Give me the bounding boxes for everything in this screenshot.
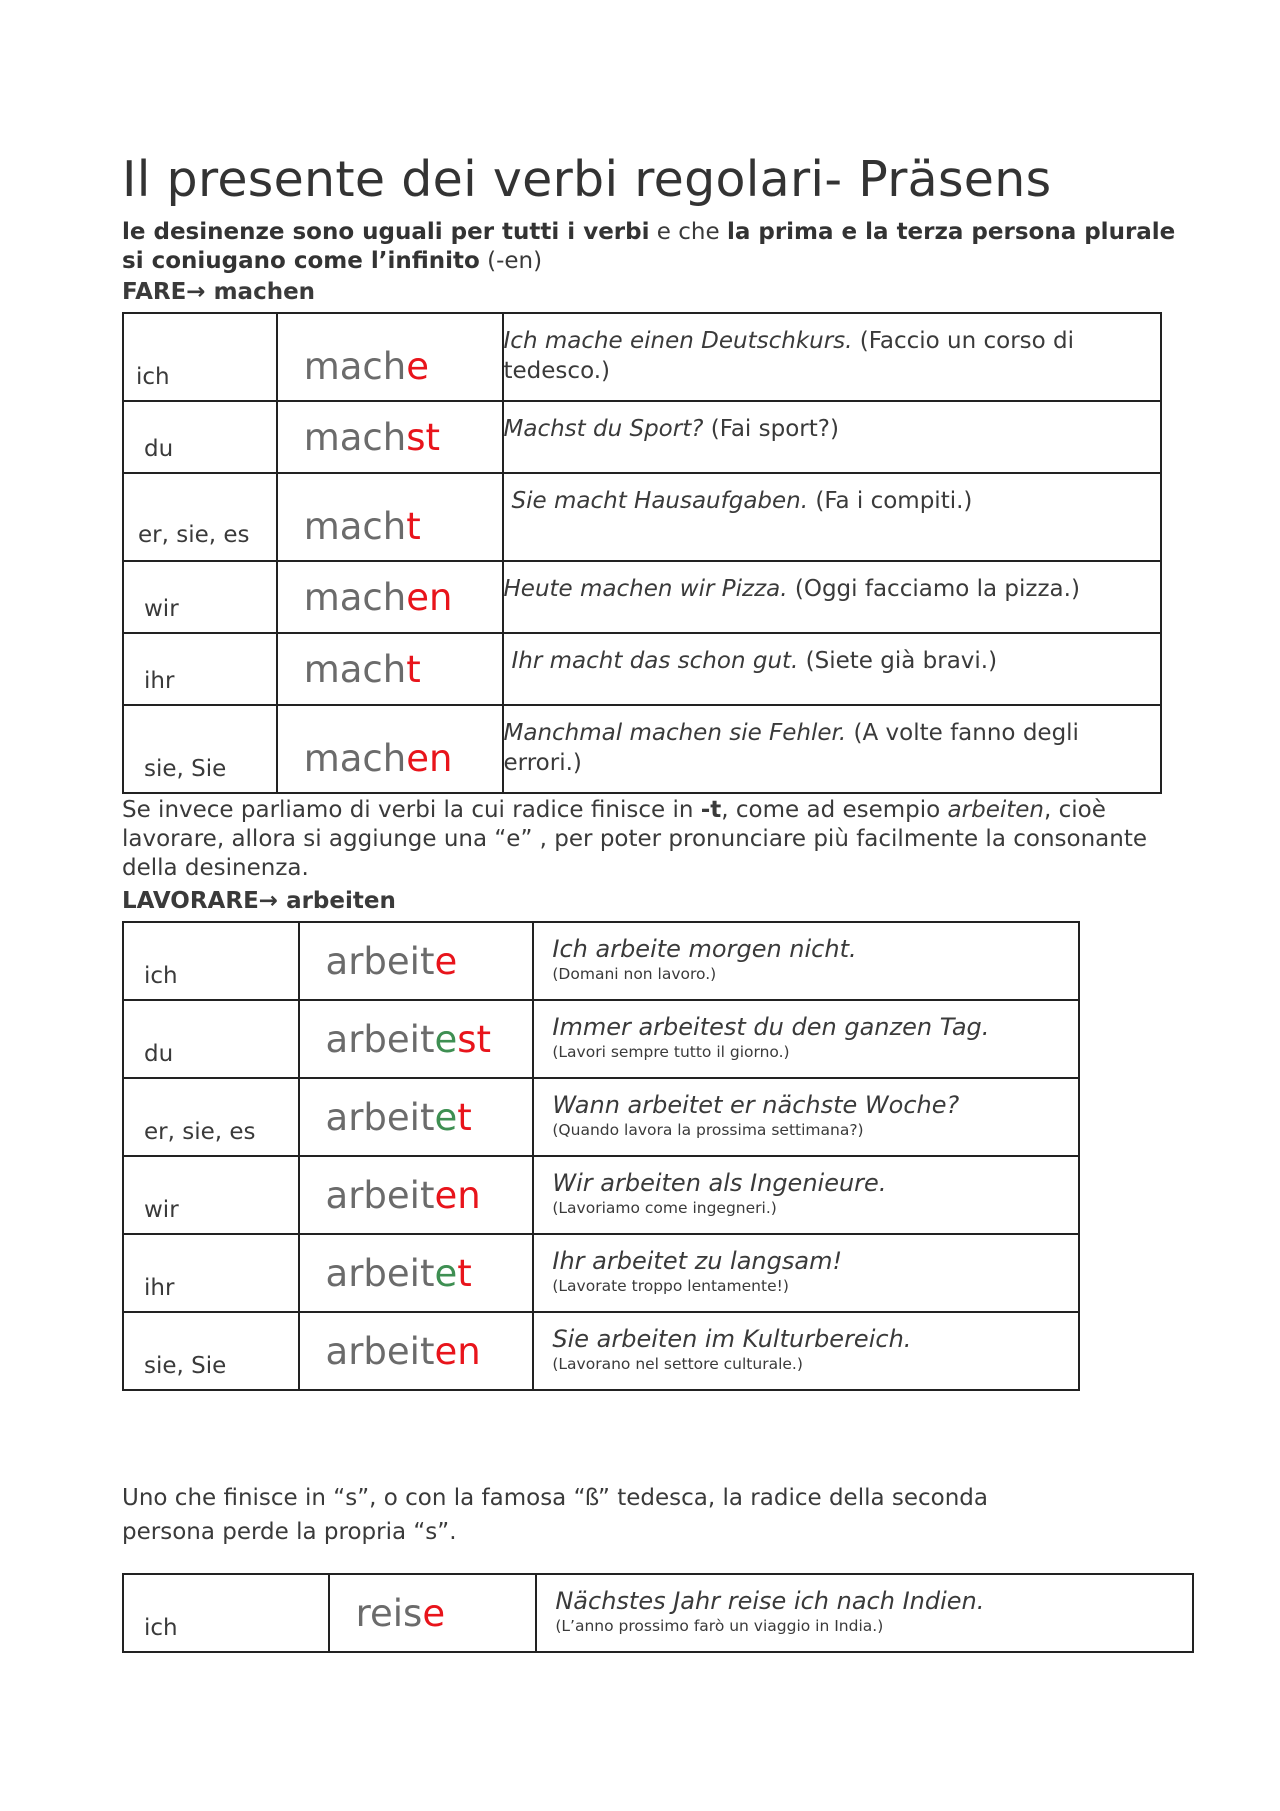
verb-form-cell [329, 1574, 537, 1652]
pronoun-cell: sie, Sie [123, 705, 277, 793]
arrow-right-icon: → [258, 888, 279, 914]
conjugation-row [123, 561, 1161, 633]
example-italian: (Siete già bravi.) [798, 648, 998, 674]
example-cell [533, 1156, 1079, 1234]
conjugation-row [123, 705, 1161, 793]
conjugation-row [123, 1156, 1079, 1234]
verb-ending: st [457, 1017, 492, 1061]
example-cell [533, 1312, 1079, 1390]
verb-form-cell [277, 313, 503, 401]
para1-part-b: -t [700, 797, 722, 823]
verb-stem: arbeit [325, 1017, 435, 1061]
pronoun-cell: du [123, 1000, 299, 1078]
verb-form-cell [299, 1156, 534, 1234]
s-ending-explanation: Uno che finisce in “s”, o con la famosa “ß” tedesca, la radice della seconda persona perde la propria “s”. [122, 1485, 989, 1545]
verb-form-cell [299, 1000, 534, 1078]
example-cell [503, 473, 1161, 561]
verb-form-cell [277, 633, 503, 705]
pronoun-cell: wir [123, 1156, 299, 1234]
example-german: Wann arbeitet er nächste Woche? [552, 1091, 960, 1119]
verb-form-cell [277, 561, 503, 633]
verb-connecting-vowel: e [434, 1095, 458, 1139]
para1-part-d: arbeiten [947, 797, 1044, 823]
verb-ending: t [457, 1095, 472, 1139]
verb-ending: en [406, 736, 453, 780]
pronoun-cell: er, sie, es [123, 1078, 299, 1156]
pronoun-cell: ich [123, 1574, 329, 1652]
example-italian: (A volte fanno degli errori.) [503, 720, 1079, 776]
verb-ending: t [406, 647, 421, 691]
verb-form-cell [299, 1078, 534, 1156]
example-german: Ich mache einen Deutschkurs. [503, 328, 853, 354]
pronoun-cell: du [123, 401, 277, 473]
document-page [122, 150, 1182, 1653]
conjugation-row [123, 473, 1161, 561]
verb-form-cell [299, 1312, 534, 1390]
machen-conjugation-table [122, 312, 1162, 794]
pronoun-cell: ich [123, 313, 277, 401]
verb-ending: st [406, 415, 440, 459]
section2-heading [122, 887, 1182, 915]
example-italian: (Lavoriamo come ingegneri.) [552, 1199, 777, 1217]
intro-bold-1: le desinenze sono uguali per tutti i verbi [122, 219, 650, 245]
para1-part-e: , cioè lavorare, allora si aggiunge una “e” , per poter pronunciare più facilmente la consonante della desinenza. [122, 797, 1147, 881]
example-cell [533, 922, 1079, 1000]
section2-heading-de: arbeiten [278, 888, 396, 914]
example-german: Wir arbeiten als Ingenieure. [552, 1169, 887, 1197]
verb-ending: en [434, 1173, 481, 1217]
example-italian: (L’anno prossimo farò un viaggio in India.) [555, 1617, 884, 1635]
verb-ending: e [422, 1591, 446, 1635]
example-cell [533, 1000, 1079, 1078]
reisen-conjugation-table [122, 1573, 1194, 1653]
verb-stem: mach [303, 575, 407, 619]
conjugation-row [123, 1078, 1079, 1156]
verb-ending: en [406, 575, 453, 619]
example-italian: (Lavorano nel settore culturale.) [552, 1355, 803, 1373]
verb-connecting-vowel: e [434, 1017, 458, 1061]
arbeiten-explanation [122, 796, 1182, 883]
example-italian: (Quando lavora la prossima settimana?) [552, 1121, 864, 1139]
pronoun-cell: ich [123, 922, 299, 1000]
example-german: Immer arbeitest du den ganzen Tag. [552, 1013, 990, 1041]
pronoun-cell: wir [123, 561, 277, 633]
verb-stem: arbeit [325, 1251, 435, 1295]
verb-stem: arbeit [325, 1329, 435, 1373]
arrow-right-icon: → [186, 279, 206, 305]
example-german: Nächstes Jahr reise ich nach Indien. [555, 1587, 985, 1615]
example-german: Sie arbeiten im Kulturbereich. [552, 1325, 912, 1353]
conjugation-row [123, 401, 1161, 473]
example-german: Heute machen wir Pizza. [503, 576, 788, 602]
intro-text [122, 218, 1182, 276]
verb-stem: mach [303, 504, 407, 548]
example-german: Ihr arbeitet zu langsam! [552, 1247, 843, 1275]
verb-ending: t [457, 1251, 472, 1295]
verb-form-cell [277, 473, 503, 561]
example-german: Ich arbeite morgen nicht. [552, 935, 857, 963]
intro-normal-2: (-en) [479, 248, 543, 274]
example-cell [533, 1234, 1079, 1312]
page-title: Il presente dei verbi regolari- Präsens [122, 151, 1052, 208]
pronoun-cell: ihr [123, 633, 277, 705]
verb-stem: mach [303, 736, 407, 780]
arbeiten-conjugation-table [122, 921, 1080, 1391]
example-german: Machst du Sport? [503, 416, 704, 442]
example-german: Manchmal machen sie Fehler. [503, 720, 847, 746]
verb-connecting-vowel: e [434, 1251, 458, 1295]
pronoun-cell: sie, Sie [123, 1312, 299, 1390]
intro-bold-2: la prima e la terza persona plurale si coniugano come l’infinito [122, 219, 1176, 274]
pronoun-cell: ihr [123, 1234, 299, 1312]
conjugation-row [123, 1312, 1079, 1390]
verb-form-cell [277, 401, 503, 473]
conjugation-row [123, 1234, 1079, 1312]
conjugation-row [123, 633, 1161, 705]
verb-form-cell [277, 705, 503, 793]
conjugation-row [123, 1574, 1193, 1652]
verb-stem: arbeit [325, 1095, 435, 1139]
example-italian: (Oggi facciamo la pizza.) [787, 576, 1080, 602]
verb-ending: e [434, 939, 458, 983]
conjugation-row [123, 922, 1079, 1000]
para1-part-a: Se invece parliamo di verbi la cui radice finisce in [122, 797, 701, 823]
example-italian: (Domani non lavoro.) [552, 965, 717, 983]
section1-heading [122, 278, 1182, 306]
section1-heading-de: machen [205, 279, 316, 305]
example-italian: (Fai sport?) [703, 416, 839, 442]
example-italian: (Fa i compiti.) [808, 488, 973, 514]
example-cell [503, 633, 1161, 705]
para1-part-c: , come ad esempio [721, 797, 948, 823]
verb-ending: t [406, 504, 421, 548]
section1-heading-it: FARE [122, 279, 187, 305]
example-cell [503, 561, 1161, 633]
example-cell [503, 401, 1161, 473]
conjugation-row [123, 313, 1161, 401]
verb-form-cell [299, 1234, 534, 1312]
example-german: Ihr macht das schon gut. [511, 648, 799, 674]
verb-stem: mach [303, 647, 407, 691]
example-cell [536, 1574, 1193, 1652]
pronoun-cell: er, sie, es [123, 473, 277, 561]
verb-stem: mach [303, 344, 407, 388]
example-italian: (Lavorate troppo lentamente!) [552, 1277, 789, 1295]
example-cell [503, 705, 1161, 793]
intro-normal-1: e che [649, 219, 727, 245]
verb-ending: en [434, 1329, 481, 1373]
verb-ending: e [406, 344, 429, 388]
example-cell [533, 1078, 1079, 1156]
conjugation-row [123, 1000, 1079, 1078]
example-german: Sie macht Hausaufgaben. [511, 488, 809, 514]
verb-stem: arbeit [325, 1173, 435, 1217]
verb-stem: arbeit [325, 939, 435, 983]
example-cell [503, 313, 1161, 401]
example-italian: (Lavori sempre tutto il giorno.) [552, 1043, 790, 1061]
verb-stem: reis [355, 1591, 423, 1635]
example-italian: (Faccio un corso di tedesco.) [503, 328, 1075, 384]
verb-form-cell [299, 922, 534, 1000]
verb-stem: mach [303, 415, 407, 459]
section2-heading-it: LAVORARE [122, 888, 259, 914]
